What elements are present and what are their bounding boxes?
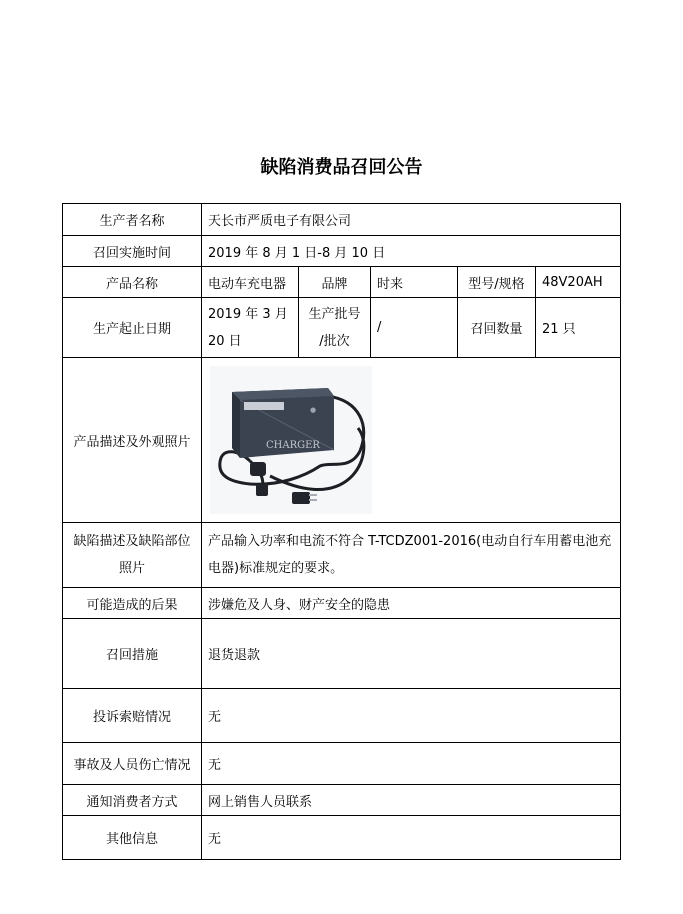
defect-label-line2: 照片 — [118, 561, 145, 576]
row-production — [63, 298, 621, 358]
batch-label — [299, 298, 371, 358]
row-measures — [63, 619, 621, 689]
other-label: 其他信息 — [63, 816, 202, 860]
accidents-label: 事故及人员伤亡情况 — [63, 743, 202, 785]
quantity-value: 21 只 — [536, 298, 621, 358]
batch-value: / — [371, 298, 458, 358]
accidents-value: 无 — [202, 743, 621, 785]
row-complaints — [63, 689, 621, 743]
consequence-value: 涉嫌危及人身、财产安全的隐患 — [202, 588, 621, 619]
defect-value: 产品输入功率和电流不符合 T-TCDZ001-2016(电动自行车用蓄电池充电器)标准规定的要求。 — [202, 523, 621, 588]
row-recall-period — [63, 236, 621, 267]
page-title: 缺陷消费品召回公告 — [260, 157, 423, 178]
model-value: 48V20AH — [536, 267, 621, 298]
measures-label: 召回措施 — [63, 619, 202, 689]
photo-cell — [202, 358, 621, 523]
batch-label-line2: /批次 — [319, 333, 350, 349]
quantity-label: 召回数量 — [458, 298, 536, 358]
complaints-value: 无 — [202, 689, 621, 743]
model-label: 型号/规格 — [458, 267, 536, 298]
production-date-line2: 20 日 — [208, 333, 242, 349]
product-name-value: 电动车充电器 — [202, 267, 299, 298]
other-value: 无 — [202, 816, 621, 860]
consequence-label: 可能造成的后果 — [63, 588, 202, 619]
batch-label-line1: 生产批号 — [308, 306, 361, 322]
row-notify — [63, 785, 621, 816]
producer-value: 天长市严质电子有限公司 — [202, 204, 621, 236]
row-other — [63, 816, 621, 860]
brand-label: 品牌 — [299, 267, 371, 298]
recall-period-label: 召回实施时间 — [63, 236, 202, 267]
charger-brand-text: CHARGER — [266, 440, 320, 451]
defect-label-line1: 缺陷描述及缺陷部位 — [73, 534, 191, 549]
producer-label: 生产者名称 — [63, 204, 202, 236]
row-defect — [63, 523, 621, 588]
row-photo — [63, 358, 621, 523]
svg-text:●: ● — [310, 406, 317, 414]
product-name-label: 产品名称 — [63, 267, 202, 298]
production-date-label: 生产起止日期 — [63, 298, 202, 358]
recall-notice-table — [62, 203, 621, 860]
row-producer — [63, 204, 621, 236]
defect-label — [63, 523, 202, 588]
measures-value: 退货退款 — [202, 619, 621, 689]
notify-value: 网上销售人员联系 — [202, 785, 621, 816]
photo-label: 产品描述及外观照片 — [63, 358, 202, 523]
charger-photo — [210, 366, 372, 514]
row-accidents — [63, 743, 621, 785]
production-date-line1: 2019 年 3 月 — [208, 306, 288, 322]
row-product — [63, 267, 621, 298]
complaints-label: 投诉索赔情况 — [63, 689, 202, 743]
recall-period-value: 2019 年 8 月 1 日-8 月 10 日 — [202, 236, 621, 267]
row-consequence — [63, 588, 621, 619]
brand-value: 时来 — [371, 267, 458, 298]
production-date-value — [202, 298, 299, 358]
notify-label: 通知消费者方式 — [63, 785, 202, 816]
